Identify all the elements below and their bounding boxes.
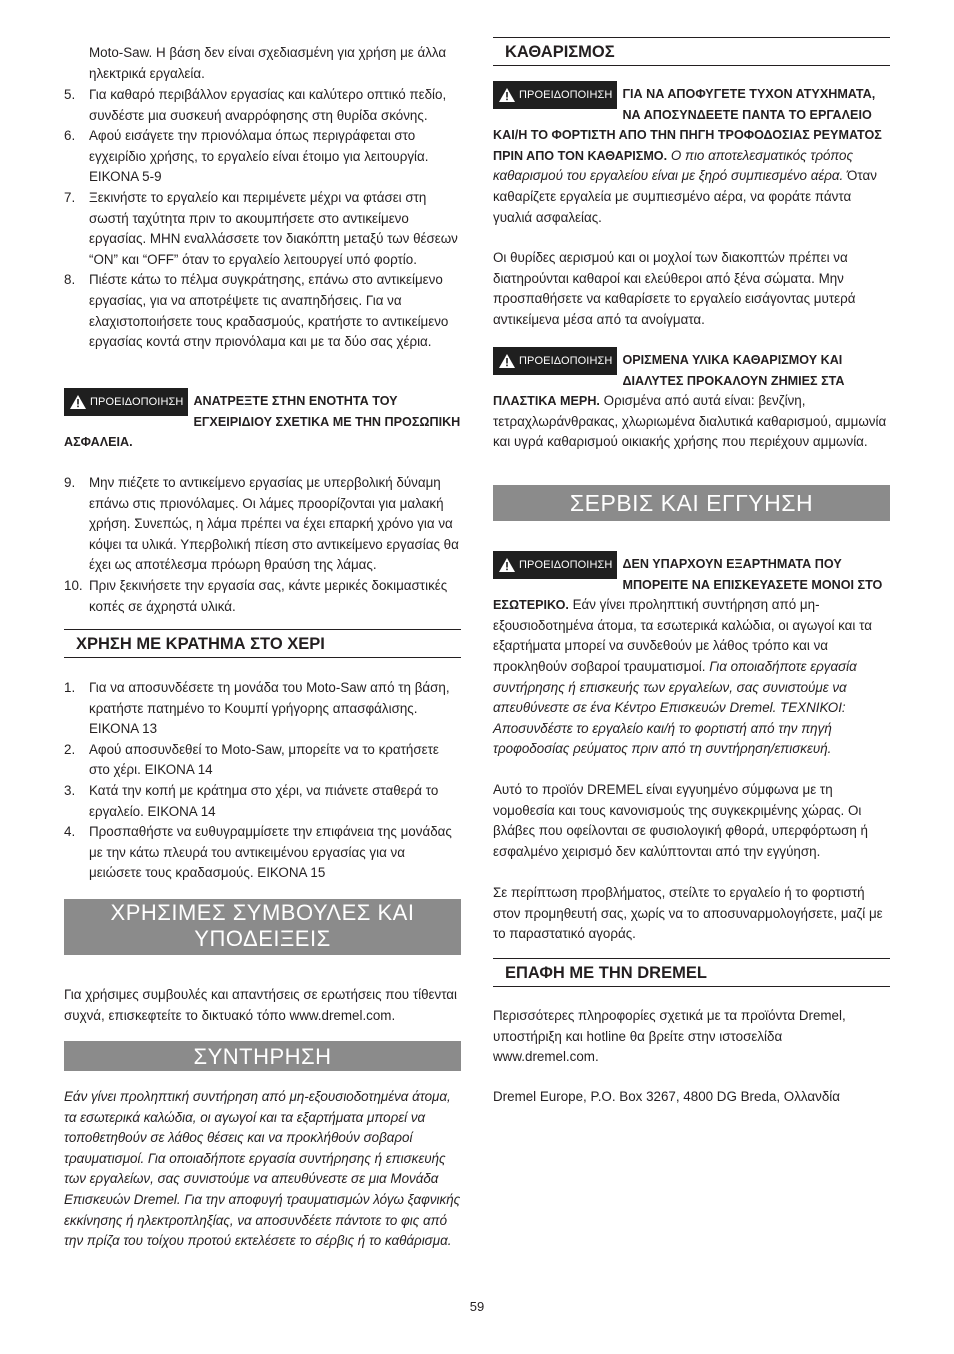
- list-item-number: 6.: [64, 128, 76, 144]
- warning-label: ΠΡΟΕΙΔΟΠΟΙΗΣΗ: [90, 395, 184, 408]
- page-number: 59: [469, 1299, 485, 1314]
- section-title-contact: ΕΠΑΦΗ ΜΕ ΤΗΝ DREMEL: [493, 958, 890, 987]
- tips-paragraph: Για χρήσιμες συμβουλές και απαντήσεις σε ερωτήσεις που τίθενται συχνά, επισκεφτείτε το δικτυακό τόπο www.dremel.com.: [64, 987, 458, 1023]
- list-item: [64, 740, 461, 781]
- list-item-number: 5.: [64, 87, 76, 102]
- warning-triangle-icon: [499, 88, 515, 102]
- continued-paragraph: Moto-Saw. Η βάση δεν είναι σχεδιασμένη για χρήση με άλλα ηλεκτρικά εργαλεία.: [89, 45, 447, 81]
- warning-triangle-icon: [70, 395, 86, 409]
- warning-italic-text: Για οποιαδήποτε εργασία συντήρησης ή επισκευής των εργαλείων, σας συνιστούμε να απευθύνεστε σε ένα Κέντρο Επισκευών Dremel. ΤΕΧΝΙΚΟΙ: Αποσυνδέστε το εργαλείο και/ή το φορτιστή από την πηγή τροφοδοσίας ρεύματος πριν από τη συντήρηση/επισκευή.: [493, 658, 857, 757]
- warning-label: ΠΡΟΕΙΔΟΠΟΙΗΣΗ: [519, 558, 613, 571]
- warning-badge: [64, 388, 188, 416]
- warning-block-disconnect: [493, 84, 890, 228]
- warning-badge: [493, 81, 617, 109]
- list-item-text: Πιέστε κάτω το πέλμα συγκράτησης, επάνω στο αντικείμενο εργασίας, για να αποτρέψετε τις αναπηδήσεις. Για να ελαχιστοποιήσετε τους κραδασμούς, κρατήστε το αντικείμενο εργασίας κοντά στην πριονόλαμα και με τα δύο σας χέρια.: [89, 272, 449, 350]
- warning-rest-text: Όταν καθαρίζετε εργαλεία με συμπιεσμένο αέρα, να φοράτε πάντα γυαλιά ασφαλείας.: [493, 168, 877, 225]
- section-title-cleaning: ΚΑΘΑΡΙΣΜΟΣ: [493, 37, 890, 66]
- warning-rest-text: Ορισμένα από αυτά είναι: βενζίνη, τετραχλωράνθρακας, χλωριωμένα διαλυτικά καθαρισμού, αμμωνία και υγρά καθαρισμού οικιακής χρήσης που περιέχουν αμμωνία.: [493, 393, 887, 450]
- warning-block-personal-safety: [64, 391, 461, 453]
- warning-label: ΠΡΟΕΙΔΟΠΟΙΗΣΗ: [519, 88, 613, 101]
- list-item-number: 7.: [64, 189, 76, 205]
- list-item-number: 9.: [64, 475, 76, 490]
- list-item: [64, 678, 461, 740]
- warning-text: ΓΙΑ ΝΑ ΑΠΟΦΥΓΕΤΕ ΤΥΧΟΝ ΑΤΥΧΗΜΑΤΑ, ΝΑ ΑΠΟΣΥΝΔΕΕΤΕ ΠΑΝΤΑ ΤΟ ΕΡΓΑΛΕΙΟ ΚΑΙ/Η ΤΟ ΦΟΡΤΙΣΤΗ ΑΠΟ ΤΗΝ ΠΗΓΗ ΤΡΟΦΟΔΟΣΙΑΣ ΡΕΥΜΑΤΟΣ ΠΡΙΝ ΑΠΟ ΤΟΝ ΚΑΘΑΡΙΣΜΟ.: [493, 87, 882, 163]
- list-item-text: Προσπαθήστε να ευθυγραμμίσετε την επιφάνεια της μονάδας με την κάτω πλευρά του αντικειμένου εργασίας για να μειώσετε τους κραδασμούς. ΕΙΚΟΝΑ 15: [89, 824, 452, 881]
- list-item-number: 10.: [64, 577, 83, 593]
- warning-triangle-icon: [499, 558, 515, 572]
- list-item-number: 3.: [64, 782, 76, 798]
- list-item: [64, 473, 461, 576]
- address-line: Dremel Europe, P.O. Box 3267, 4800 DG Breda, Ολλανδία: [493, 1089, 840, 1104]
- vents-paragraph: Οι θυρίδες αερισμού και οι μοχλοί των διακοπτών πρέπει να διατηρούνται καθαροί και ελεύθεροι από ξένα σώματα. Μην προσπαθήσετε να καθαρίσετε το εργαλείο εισάγοντας μυτερά αντικείμενα μέσα από τα ανοίγματα.: [493, 250, 856, 327]
- warning-block-no-parts: [493, 554, 890, 760]
- numbered-list-handheld: [64, 678, 461, 884]
- warning-block-solvents: [493, 350, 890, 453]
- list-item-text: Για καθαρό περιβάλλον εργασίας και καλύτερο οπτικό πεδίο, συνδέστε μια συσκευή αναρρόφησης στη θυρίδα σκόνης.: [89, 87, 447, 123]
- list-item: [64, 188, 461, 270]
- list-item: [64, 85, 461, 126]
- section-band-maintenance: ΣΥΝΤΗΡΗΣΗ: [64, 1041, 461, 1071]
- list-item-text: Αφού αποσυνδεθεί το Moto-Saw, μπορείτε να το κρατήσετε στο χέρι. ΕΙΚΟΝΑ 14: [89, 741, 439, 778]
- section-band-tips: ΧΡΗΣΙΜΕΣ ΣΥΜΒΟΥΛΕΣ ΚΑΙ ΥΠΟΔΕΙΞΕΙΣ: [64, 899, 461, 955]
- contact-paragraph: Περισσότερες πληροφορίες σχετικά με τα προϊόντα Dremel, υποστήριξη και hotline θα βρείτε στην ιστοσελίδα www.dremel.com.: [493, 1008, 846, 1065]
- list-item-text: Ξεκινήστε το εργαλείο και περιμένετε μέχρι να φτάσει στη σωστή ταχύτητα πριν το ακουμπήσετε στο αντικείμενο εργασίας. ΜΗΝ εναλλάσσετε τον διακόπτη μεταξύ των θέσεων “ON” και “OFF” όταν το εργαλείο λειτουργεί υπό φορτίο.: [89, 189, 458, 267]
- warning-text: ΟΡΙΣΜΕΝΑ ΥΛΙΚΑ ΚΑΘΑΡΙΣΜΟΥ ΚΑΙ ΔΙΑΛΥΤΕΣ ΠΡΟΚΑΛΟΥΝ ΖΗΜΙΕΣ ΣΤΑ ΠΛΑΣΤΙΚΑ ΜΕΡΗ.: [493, 353, 845, 409]
- list-item: [64, 270, 461, 352]
- list-item-text: Πριν ξεκινήσετε την εργασία σας, κάντε μερικές δοκιμαστικές κοπές σε άχρηστά υλικά.: [89, 577, 448, 614]
- section-title-handheld: ΧΡΗΣΗ ΜΕ ΚΡΑΤΗΜΑ ΣΤΟ ΧΕΡΙ: [64, 629, 461, 658]
- list-item: [64, 822, 461, 884]
- warranty-paragraph: Αυτό το προϊόν DREMEL είναι εγγυημένο σύμφωνα με τη νομοθεσία και τους κανονισμούς της συγκεκριμένης χώρας. Οι βλάβες που οφείλονται σε φυσιολογική φθορά, υπερφόρτωση ή εσφαλμένο χειρισμό δεν καλύπτονται από την εγγύηση.: [493, 782, 868, 859]
- list-item: [64, 576, 461, 617]
- list-item-number: 1.: [64, 680, 76, 695]
- warning-text: ΔΕΝ ΥΠΑΡΧΟΥΝ ΕΞΑΡΤΗΜΑΤΑ ΠΟΥ ΜΠΟΡΕΙΤΕ ΝΑ ΕΠΙΣΚΕΥΑΣΕΤΕ ΜΟΝΟΙ ΣΤΟ ΕΣΩΤΕΡΙΚΟ.: [493, 557, 883, 613]
- section-band-service: ΣΕΡΒΙΣ ΚΑΙ ΕΓΓΥΗΣΗ: [493, 485, 890, 521]
- warning-rest-text: Εάν γίνει προληπτική συντήρηση από μη-εξουσιοδοτημένα άτομα, τα εσωτερικά καλώδια, οι αγωγοί και τα εξαρτήματα μπορεί να συνδεθούν με λάθος τρόπο και να προκληθούν σοβαροί τραυματισμοί.: [493, 597, 872, 674]
- warning-label: ΠΡΟΕΙΔΟΠΟΙΗΣΗ: [519, 354, 613, 367]
- list-item-number: 4.: [64, 824, 76, 840]
- list-item: [64, 126, 461, 188]
- list-item: [64, 781, 461, 822]
- warning-badge: [493, 347, 617, 375]
- list-item-number: 2.: [64, 741, 76, 757]
- list-item-number: 8.: [64, 272, 76, 288]
- warning-badge: [493, 551, 617, 579]
- list-item-text: Αφού εισάγετε την πριονόλαμα όπως περιγράφεται στο εγχειρίδιο χρήσης, το εργαλείο είναι έτοιμο για λειτουργία. ΕΙΚΟΝΑ 5-9: [89, 128, 429, 185]
- numbered-list-a: [64, 85, 461, 353]
- complaint-paragraph: Σε περίπτωση προβλήματος, στείλτε το εργαλείο ή το φορτιστή στον προμηθευτή σας, χωρίς να το αποσυναρμολογήσετε, μαζί με το παραστατικό αγοράς.: [493, 885, 883, 942]
- list-item-text: Μην πιέζετε το αντικείμενο εργασίας με υπερβολική δύναμη επάνω στις πριονόλαμες. Οι λάμες προορίζονται για μαλακή χρήση. Συνεπώς, η λάμα πρέπει να έχει επαρκή χρόνο για να κόψει τα υλικά. Υπερβολική πίεση στο αντικείμενο εργασίας θα έχει ως αποτέλεσμα πρόωρη θραύση της λάμας.: [89, 475, 459, 573]
- warning-triangle-icon: [499, 354, 515, 368]
- warning-italic-text: Ο πιο αποτελεσματικός τρόπος καθαρισμού του εργαλείου είναι με ξηρό συμπιεσμένο αέρα.: [493, 147, 853, 184]
- numbered-list-b: [64, 473, 461, 617]
- list-item-text: Για να αποσυνδέσετε τη μονάδα του Moto-Saw από τη βάση, κρατήστε πατημένο το Κουμπί γρήγορης απασφάλισης. ΕΙΚΟΝΑ 13: [89, 680, 450, 737]
- list-item-text: Κατά την κοπή με κράτημα στο χέρι, να πιάνετε σταθερά το εργαλείο. ΕΙΚΟΝΑ 14: [89, 782, 439, 819]
- warning-text: ΑΝΑΤΡΕΞΤΕ ΣΤΗΝ ΕΝΟΤΗΤΑ ΤΟΥ ΕΓΧΕΙΡΙΔΙΟΥ ΣΧΕΤΙΚΑ ΜΕ ΤΗΝ ΠΡΟΣΩΠΙΚΗ ΑΣΦΑΛΕΙΑ.: [64, 394, 461, 450]
- maintenance-paragraph: Εάν γίνει προληπτική συντήρηση από μη-εξουσιοδοτημένα άτομα, τα εσωτερικά καλώδια, οι αγωγοί και τα εξαρτήματα μπορεί να τοποθετηθούν σε λάθος θέσεις και να προκλήθούν σοβαροί τραυματισμοί. Για οποιαδήποτε εργασία συντήρησης ή επισκευής των εργαλείων, σας συνιστούμε να απευθύνεστε σε μια Μονάδα Επισκευών Dremel. Για την αποφυγή τραυματισμών λόγω ξαφνικής εκκίνησης ή ηλεκτροπληξίας, να αποσυνδέετε πάντοτε το φις από την πρίζα του τοίχου προτού εκτελέσετε το σέρβις ή το καθάρισμα.: [64, 1089, 461, 1249]
